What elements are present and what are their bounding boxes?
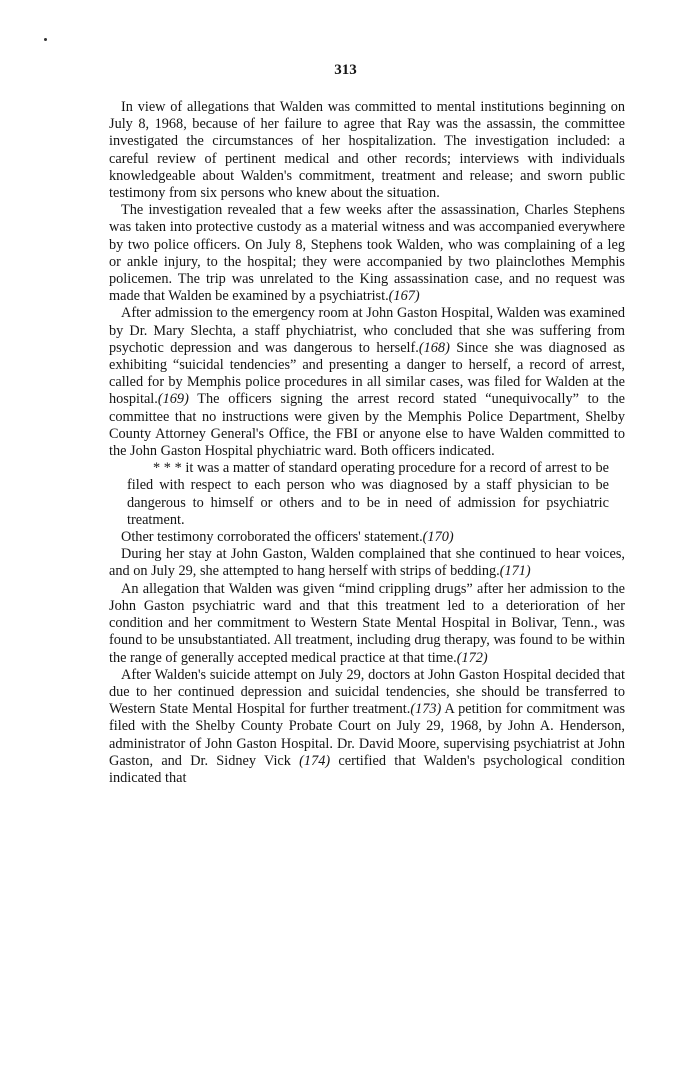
text-run: After admission to the emergency room at John Gaston Hospital, Walden was examined by Dr. Mary Slechta, a staff phychiatrist, who concluded that she was suffering from psychotic depression and was dangerous to herself. bbox=[109, 305, 625, 356]
text-run: Since she was diagnosed as exhibiting “suicidal tendencies” and presenting a danger to herself, a record of arrest, called for by Memphis police procedures in all similar cases, was filed for Walden at the hospital. bbox=[109, 339, 625, 408]
text-run: An allegation that Walden was given “mind crippling drugs” after her admission to the John Gaston psychiatric ward and that this treatment led to a deterioration of her condition and her commitment to Western State Mental Hospital in Bolivar, Tenn., was found to be unsubstantiated. All treatment, including drug therapy, was found to be within the range of generally accepted medical practice at that time. bbox=[109, 580, 625, 666]
paragraph bbox=[109, 546, 625, 580]
text-run: Other testimony corroborated the officers' statement. bbox=[121, 529, 423, 546]
scan-speck bbox=[44, 38, 47, 41]
paragraph bbox=[109, 529, 625, 546]
footnote-ref: (173) bbox=[410, 701, 442, 718]
text-run: The investigation revealed that a few weeks after the assassination, Charles Stephens was taken into protective custody as a material witness and was accompanied everywhere by two police officers. On July 8, Stephens took Walden, who was complaining of a leg or ankle injury, to the hospital; they were accompanied by two plainclothes Memphis policemen. The trip was unrelated to the King assassination case, and no request was made that Walden be examined by a psychiatrist. bbox=[109, 202, 625, 305]
paragraph bbox=[109, 202, 625, 305]
footnote-ref: (171) bbox=[499, 563, 531, 580]
text-run: A petition for commitment was filed with the Shelby County Probate Court on July 29, 1968, by John A. Henderson, administrator of John Gaston Hospital. Dr. David Moore, supervising psychiatrist at John Gaston, and Dr. Sidney Vick bbox=[109, 701, 626, 769]
text-run: After Walden's suicide attempt on July 29, doctors at John Gaston Hospital decided that due to her continued depression and suicidal tendencies, she should be transferred to Western State Mental Hospital for further treatment. bbox=[109, 666, 625, 718]
paragraph bbox=[109, 305, 625, 460]
footnote-ref: (174) bbox=[299, 752, 331, 769]
text-run: The officers signing the arrest record stated “unequivocally” to the committee that no instructions were given by the Memphis Police Department, Shelby County Attorney General's Office, the FBI or anyone else to have Walden committed to the John Gaston Hospital phychiatric ward. Both officers indicated. bbox=[109, 391, 625, 460]
paragraph bbox=[109, 667, 625, 787]
body-text bbox=[109, 99, 625, 787]
text-run: During her stay at John Gaston, Walden complained that she continued to hear voices, and on July 29, she attempted to hang herself with strips of bedding. bbox=[109, 546, 625, 580]
footnote-ref: (172) bbox=[456, 649, 488, 666]
text-run: certified that Walden's psychological condition indicated that bbox=[109, 752, 625, 786]
block-quote: * * * it was a matter of standard operating procedure for a record of arrest to be filed with respect to each person who was diagnosed by a staff physician to be dangerous to himself or others and to be in need of admission for psychiatric treatment. bbox=[127, 460, 609, 528]
page-number: 313 bbox=[334, 62, 357, 78]
footnote-ref: (167) bbox=[388, 288, 420, 305]
paragraph bbox=[109, 99, 625, 202]
text-run: In view of allegations that Walden was committed to mental institutions beginning on July 8, 1968, because of her failure to agree that Ray was the assassin, the committee investigated the circumstances of her hospitalization. The investigation included: a careful review of pertinent medical and other records; interviews with individuals knowledgeable about Walden's commitment, treatment and release; and sworn public testimony from six persons who knew about the situation. bbox=[109, 99, 625, 202]
footnote-ref: (168) bbox=[418, 339, 450, 356]
footnote-ref: (170) bbox=[422, 529, 454, 546]
paragraph bbox=[109, 581, 625, 667]
footnote-ref: (169) bbox=[157, 391, 189, 408]
